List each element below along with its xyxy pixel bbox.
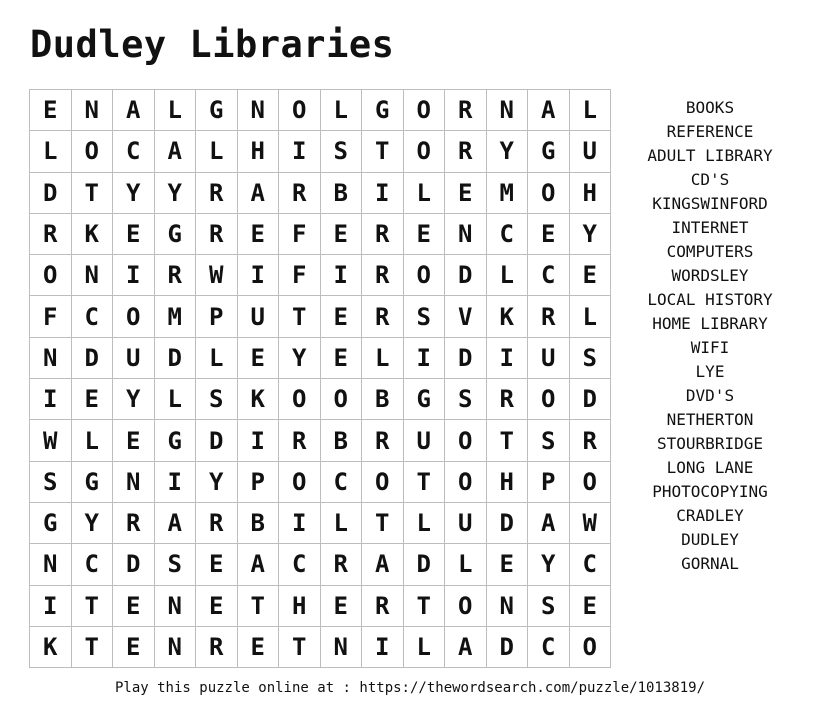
grid-cell[interactable]: E xyxy=(404,214,446,255)
grid-cell[interactable]: S xyxy=(570,338,612,379)
grid-cell[interactable]: A xyxy=(238,544,280,585)
grid-cell[interactable]: G xyxy=(155,420,197,461)
grid-cell[interactable]: D xyxy=(570,379,612,420)
grid-cell[interactable]: C xyxy=(321,462,363,503)
grid-cell[interactable]: P xyxy=(196,296,238,337)
grid-cell[interactable]: R xyxy=(113,503,155,544)
grid-cell[interactable]: O xyxy=(279,379,321,420)
grid-cell[interactable]: T xyxy=(487,420,529,461)
word-list-item: GORNAL xyxy=(681,554,739,573)
grid-cell[interactable]: E xyxy=(570,586,612,627)
grid-cell[interactable]: T xyxy=(279,296,321,337)
grid-cell[interactable]: E xyxy=(238,338,280,379)
grid-cell[interactable]: R xyxy=(321,544,363,585)
grid-cell[interactable]: R xyxy=(196,173,238,214)
grid-cell[interactable]: G xyxy=(362,90,404,131)
grid-cell[interactable]: T xyxy=(404,586,446,627)
grid-cell[interactable]: W xyxy=(30,420,72,461)
grid-cell[interactable]: A xyxy=(445,627,487,668)
grid-cell[interactable]: Y xyxy=(113,379,155,420)
grid-cell[interactable]: A xyxy=(238,173,280,214)
grid-cell[interactable]: R xyxy=(362,586,404,627)
grid-cell[interactable]: C xyxy=(487,214,529,255)
grid-cell[interactable]: T xyxy=(238,586,280,627)
grid-cell[interactable]: A xyxy=(528,90,570,131)
grid-cell[interactable]: O xyxy=(570,627,612,668)
grid-cell[interactable]: Y xyxy=(113,173,155,214)
grid-cell[interactable]: U xyxy=(238,296,280,337)
grid-cell[interactable]: L xyxy=(196,338,238,379)
grid-cell[interactable]: E xyxy=(321,338,363,379)
grid-cell[interactable]: D xyxy=(72,338,114,379)
grid-cell[interactable]: O xyxy=(528,173,570,214)
grid-cell[interactable]: R xyxy=(570,420,612,461)
grid-cell[interactable]: G xyxy=(72,462,114,503)
grid-cell[interactable]: G xyxy=(196,90,238,131)
grid-cell[interactable]: U xyxy=(445,503,487,544)
grid-cell[interactable]: R xyxy=(362,296,404,337)
grid-cell[interactable]: F xyxy=(279,255,321,296)
grid-cell[interactable]: O xyxy=(445,420,487,461)
word-list-item: BOOKS xyxy=(685,98,735,117)
grid-cell[interactable]: P xyxy=(528,462,570,503)
word-list-item: WORDSLEY xyxy=(671,266,749,285)
word-list-item: ADULT LIBRARY xyxy=(647,146,773,165)
grid-cell[interactable]: S xyxy=(445,379,487,420)
grid-cell[interactable]: S xyxy=(196,379,238,420)
grid-cell[interactable]: E xyxy=(487,544,529,585)
grid-cell[interactable]: C xyxy=(72,296,114,337)
grid-cell[interactable]: L xyxy=(570,296,612,337)
grid-cell[interactable]: E xyxy=(196,544,238,585)
grid-cell[interactable]: T xyxy=(72,627,114,668)
grid-cell[interactable]: S xyxy=(30,462,72,503)
word-list-item: KINGSWINFORD xyxy=(652,194,768,213)
grid-cell[interactable]: M xyxy=(487,173,529,214)
grid-cell[interactable]: R xyxy=(196,214,238,255)
grid-cell[interactable]: C xyxy=(528,255,570,296)
grid-cell[interactable]: E xyxy=(238,214,280,255)
grid-cell[interactable]: O xyxy=(72,131,114,172)
grid-cell[interactable]: L xyxy=(445,544,487,585)
grid-cell[interactable]: E xyxy=(321,296,363,337)
grid-cell[interactable]: A xyxy=(113,90,155,131)
grid-cell[interactable]: E xyxy=(528,214,570,255)
grid-cell[interactable]: O xyxy=(404,131,446,172)
grid-cell[interactable]: O xyxy=(362,462,404,503)
grid-cell[interactable]: L xyxy=(404,503,446,544)
grid-cell[interactable]: R xyxy=(445,131,487,172)
grid-cell[interactable]: G xyxy=(528,131,570,172)
grid-cell[interactable]: C xyxy=(72,544,114,585)
grid-cell[interactable]: N xyxy=(155,586,197,627)
grid-cell[interactable]: L xyxy=(155,379,197,420)
grid-cell[interactable]: N xyxy=(321,627,363,668)
grid-cell[interactable]: R xyxy=(279,173,321,214)
word-list-item: STOURBRIDGE xyxy=(657,434,763,453)
grid-cell[interactable]: L xyxy=(362,338,404,379)
grid-cell[interactable]: D xyxy=(487,503,529,544)
grid-cell[interactable]: F xyxy=(30,296,72,337)
grid-cell[interactable]: G xyxy=(404,379,446,420)
word-list-item: DVD'S xyxy=(685,386,735,405)
word-list-item: CD'S xyxy=(690,170,730,189)
grid-cell[interactable]: S xyxy=(528,420,570,461)
grid-cell[interactable]: D xyxy=(445,338,487,379)
grid-cell[interactable]: D xyxy=(404,544,446,585)
grid-cell[interactable]: H xyxy=(279,586,321,627)
grid-cell[interactable]: I xyxy=(279,503,321,544)
word-list-item: PHOTOCOPYING xyxy=(652,482,768,501)
grid-cell[interactable]: R xyxy=(155,255,197,296)
grid-cell[interactable]: S xyxy=(404,296,446,337)
grid-cell[interactable]: O xyxy=(279,462,321,503)
grid-cell[interactable]: L xyxy=(570,90,612,131)
grid-cell[interactable]: C xyxy=(279,544,321,585)
grid-cell[interactable]: E xyxy=(238,627,280,668)
grid-cell[interactable]: E xyxy=(72,379,114,420)
grid-cell[interactable]: I xyxy=(113,255,155,296)
grid-cell[interactable]: W xyxy=(196,255,238,296)
grid-cell[interactable]: G xyxy=(155,214,197,255)
grid-cell[interactable]: N xyxy=(238,90,280,131)
grid-cell[interactable]: W xyxy=(570,503,612,544)
word-list-item: HOME LIBRARY xyxy=(652,314,768,333)
grid-cell[interactable]: L xyxy=(196,131,238,172)
grid-cell[interactable]: I xyxy=(279,131,321,172)
grid-cell[interactable]: K xyxy=(487,296,529,337)
grid-cell[interactable]: T xyxy=(362,503,404,544)
grid-cell[interactable]: Y xyxy=(570,214,612,255)
grid-cell[interactable]: O xyxy=(445,462,487,503)
grid-cell[interactable]: A xyxy=(528,503,570,544)
grid-cell[interactable]: I xyxy=(321,255,363,296)
grid-cell[interactable]: G xyxy=(30,503,72,544)
grid-cell[interactable]: I xyxy=(238,255,280,296)
grid-cell[interactable]: A xyxy=(362,544,404,585)
grid-cell[interactable]: R xyxy=(362,255,404,296)
grid-cell[interactable]: P xyxy=(238,462,280,503)
grid-cell[interactable]: U xyxy=(113,338,155,379)
grid-cell[interactable]: Y xyxy=(155,173,197,214)
grid-cell[interactable]: C xyxy=(528,627,570,668)
grid-cell[interactable]: N xyxy=(30,338,72,379)
word-list-item: INTERNET xyxy=(671,218,749,237)
grid-cell[interactable]: R xyxy=(196,627,238,668)
grid-cell[interactable]: D xyxy=(113,544,155,585)
grid-cell[interactable]: O xyxy=(404,90,446,131)
grid-cell[interactable]: O xyxy=(279,90,321,131)
grid-cell[interactable]: Y xyxy=(487,131,529,172)
grid-cell[interactable]: E xyxy=(445,173,487,214)
grid-cell[interactable]: D xyxy=(30,173,72,214)
grid-cell[interactable]: E xyxy=(321,586,363,627)
grid-cell[interactable]: R xyxy=(279,420,321,461)
grid-cell[interactable]: E xyxy=(570,255,612,296)
grid-cell[interactable]: I xyxy=(362,173,404,214)
grid-cell[interactable]: T xyxy=(72,586,114,627)
grid-cell[interactable]: N xyxy=(445,214,487,255)
grid-cell[interactable]: Y xyxy=(72,503,114,544)
grid-cell[interactable]: Y xyxy=(279,338,321,379)
grid-cell[interactable]: R xyxy=(362,214,404,255)
grid-cell[interactable]: L xyxy=(404,627,446,668)
grid-cell[interactable]: L xyxy=(404,173,446,214)
grid-cell[interactable]: E xyxy=(113,214,155,255)
grid-cell[interactable]: T xyxy=(72,173,114,214)
grid-cell[interactable]: L xyxy=(72,420,114,461)
word-list-item: NETHERTON xyxy=(666,410,754,429)
grid-cell[interactable]: I xyxy=(404,338,446,379)
grid-cell[interactable]: K xyxy=(72,214,114,255)
grid-cell[interactable]: O xyxy=(445,586,487,627)
grid-cell[interactable]: N xyxy=(30,544,72,585)
grid-cell[interactable]: D xyxy=(155,338,197,379)
grid-cell[interactable]: T xyxy=(362,131,404,172)
grid-cell[interactable]: N xyxy=(487,90,529,131)
grid-cell[interactable]: K xyxy=(238,379,280,420)
grid-cell[interactable]: N xyxy=(113,462,155,503)
grid-cell[interactable]: A xyxy=(155,131,197,172)
grid-cell[interactable]: N xyxy=(72,255,114,296)
grid-cell[interactable]: A xyxy=(155,503,197,544)
grid-cell[interactable]: E xyxy=(321,214,363,255)
grid-cell[interactable]: O xyxy=(30,255,72,296)
grid-cell[interactable]: S xyxy=(155,544,197,585)
grid-cell[interactable]: H xyxy=(487,462,529,503)
grid-cell[interactable]: S xyxy=(528,586,570,627)
grid-cell[interactable]: L xyxy=(321,503,363,544)
grid-cell[interactable]: I xyxy=(487,338,529,379)
word-list-item: WIFI xyxy=(690,338,730,357)
grid-cell[interactable]: C xyxy=(113,131,155,172)
grid-cell[interactable]: N xyxy=(72,90,114,131)
grid-cell[interactable]: K xyxy=(30,627,72,668)
grid-cell[interactable]: O xyxy=(570,462,612,503)
grid-cell[interactable]: I xyxy=(362,627,404,668)
grid-cell[interactable]: R xyxy=(445,90,487,131)
grid-cell[interactable]: O xyxy=(113,296,155,337)
grid-cell[interactable]: U xyxy=(404,420,446,461)
grid-cell[interactable]: O xyxy=(404,255,446,296)
word-list xyxy=(630,96,790,576)
grid-cell[interactable]: I xyxy=(30,586,72,627)
grid-cell[interactable]: R xyxy=(528,296,570,337)
grid-cell[interactable]: R xyxy=(196,503,238,544)
word-list-item: REFERENCE xyxy=(666,122,754,141)
grid-cell[interactable]: L xyxy=(155,90,197,131)
grid-cell[interactable]: S xyxy=(321,131,363,172)
grid-cell[interactable]: T xyxy=(404,462,446,503)
grid-cell[interactable]: E xyxy=(30,90,72,131)
grid-cell[interactable]: E xyxy=(113,586,155,627)
word-list-item: LONG LANE xyxy=(666,458,754,477)
grid-cell[interactable]: V xyxy=(445,296,487,337)
grid-cell[interactable]: I xyxy=(238,420,280,461)
puzzle-title: Dudley Libraries xyxy=(30,23,395,66)
word-list-item: COMPUTERS xyxy=(666,242,754,261)
grid-cell[interactable]: I xyxy=(30,379,72,420)
grid-cell[interactable]: Y xyxy=(528,544,570,585)
grid-cell[interactable]: O xyxy=(321,379,363,420)
grid-cell[interactable]: L xyxy=(487,255,529,296)
grid-cell[interactable]: E xyxy=(113,420,155,461)
grid-cell[interactable]: M xyxy=(155,296,197,337)
grid-cell[interactable]: B xyxy=(321,173,363,214)
grid-cell[interactable]: L xyxy=(30,131,72,172)
grid-cell[interactable]: R xyxy=(362,420,404,461)
grid-cell[interactable]: T xyxy=(279,627,321,668)
grid-cell[interactable]: C xyxy=(570,544,612,585)
grid-cell[interactable]: O xyxy=(528,379,570,420)
grid-cell[interactable]: E xyxy=(196,586,238,627)
word-list-item: CRADLEY xyxy=(676,506,744,525)
grid-cell[interactable]: B xyxy=(321,420,363,461)
grid-cell[interactable]: U xyxy=(570,131,612,172)
grid-cell[interactable]: H xyxy=(238,131,280,172)
word-list-item: DUDLEY xyxy=(681,530,739,549)
word-list-item: LYE xyxy=(695,362,725,381)
grid-cell[interactable]: R xyxy=(30,214,72,255)
grid-cell[interactable]: R xyxy=(487,379,529,420)
grid-cell[interactable]: H xyxy=(570,173,612,214)
grid-cell[interactable]: N xyxy=(155,627,197,668)
grid-cell[interactable]: N xyxy=(487,586,529,627)
grid-cell[interactable]: D xyxy=(445,255,487,296)
grid-cell[interactable]: E xyxy=(113,627,155,668)
grid-cell[interactable]: U xyxy=(528,338,570,379)
word-list-item: LOCAL HISTORY xyxy=(647,290,773,309)
letter-grid xyxy=(29,89,611,668)
grid-cell[interactable]: L xyxy=(321,90,363,131)
grid-cell[interactable]: Y xyxy=(196,462,238,503)
grid-cell[interactable]: F xyxy=(279,214,321,255)
grid-cell[interactable]: B xyxy=(238,503,280,544)
grid-cell[interactable]: D xyxy=(196,420,238,461)
grid-cell[interactable]: I xyxy=(155,462,197,503)
grid-cell[interactable]: B xyxy=(362,379,404,420)
play-online-footer: Play this puzzle online at : https://thewordsearch.com/puzzle/1013819/ xyxy=(114,680,705,696)
grid-cell[interactable]: D xyxy=(487,627,529,668)
